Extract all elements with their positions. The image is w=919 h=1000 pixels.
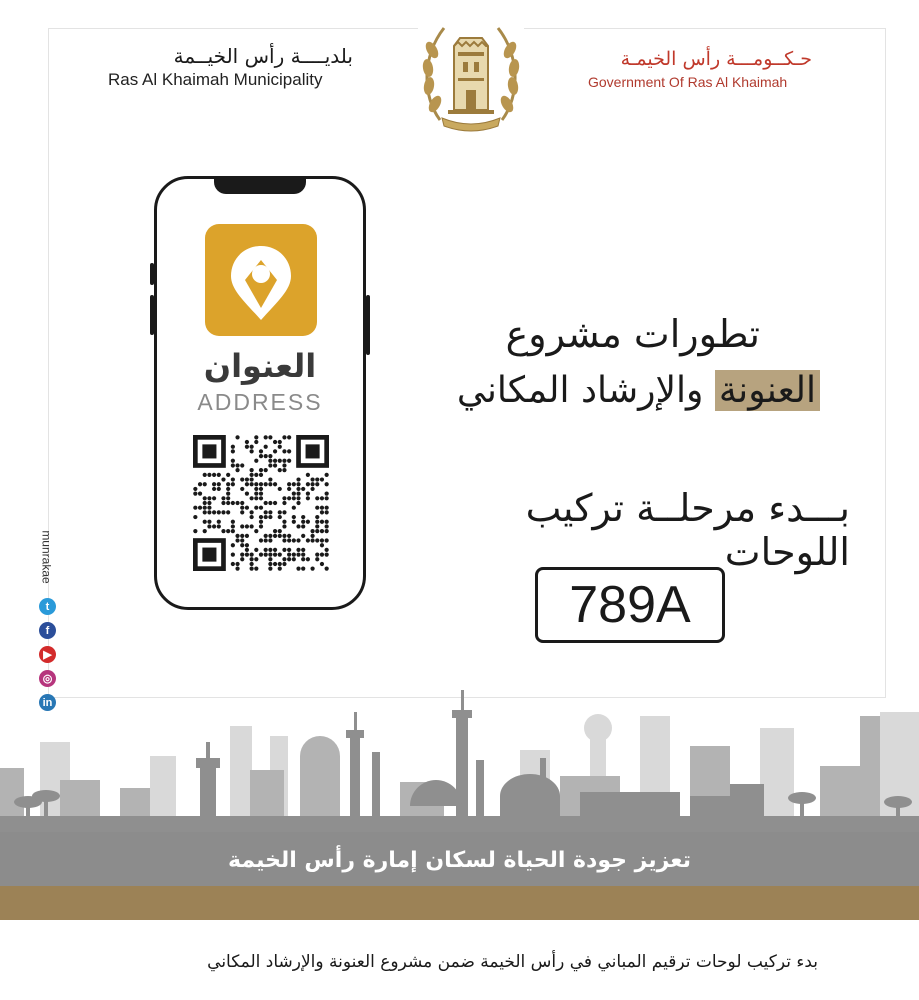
address-app-icon xyxy=(205,224,317,336)
facebook-icon[interactable]: f xyxy=(39,622,56,639)
headline-line-2 xyxy=(400,370,820,411)
phone-power-button xyxy=(366,295,370,355)
municipality-name-en: Ras Al Khaimah Municipality xyxy=(108,70,323,89)
phone-volume-button xyxy=(150,263,154,285)
headline-line-1: تطورات مشروع xyxy=(505,312,760,356)
phone-mockup xyxy=(154,176,366,610)
youtube-icon[interactable]: ▶ xyxy=(39,646,56,663)
app-name-ar: العنوان xyxy=(203,347,317,385)
social-handle-text[interactable]: munrakae xyxy=(39,530,54,584)
ras-al-khaimah-emblem-icon xyxy=(418,10,524,134)
government-name-en: Government Of Ras Al Khaimah xyxy=(588,74,788,90)
city-skyline-illustration xyxy=(0,676,919,920)
government-logo xyxy=(588,48,818,90)
social-handle xyxy=(38,528,58,588)
building-number-plate: 789A xyxy=(535,567,725,643)
instagram-icon[interactable]: ◎ xyxy=(39,670,56,687)
twitter-icon[interactable]: t xyxy=(39,598,56,615)
headline-line-3: بـــدء مرحلــة تركيب اللوحات xyxy=(525,486,850,574)
phone-notch xyxy=(214,178,306,194)
app-name-en: ADDRESS xyxy=(197,389,323,415)
linkedin-icon[interactable]: in xyxy=(39,694,56,711)
government-name-ar: حـكــومـــة رأس الخيمـة xyxy=(620,48,812,70)
headline-line-2-rest: والإرشاد المكاني xyxy=(456,370,715,411)
municipality-name-ar: بلديــــة رأس الخيــمة xyxy=(173,44,353,68)
phone-volume-button xyxy=(150,295,154,335)
location-pin-icon xyxy=(205,224,317,336)
municipality-logo xyxy=(108,44,358,90)
post-caption: بدء تركيب لوحات ترقيم المباني في رأس الخيمة ضمن مشروع العنونة والإرشاد المكاني xyxy=(207,952,818,972)
qr-code-icon xyxy=(193,435,329,571)
banner-tagline: تعزيز جودة الحياة لسكان إمارة رأس الخيمة xyxy=(228,848,691,873)
headline-highlight: العنونة xyxy=(715,370,820,411)
